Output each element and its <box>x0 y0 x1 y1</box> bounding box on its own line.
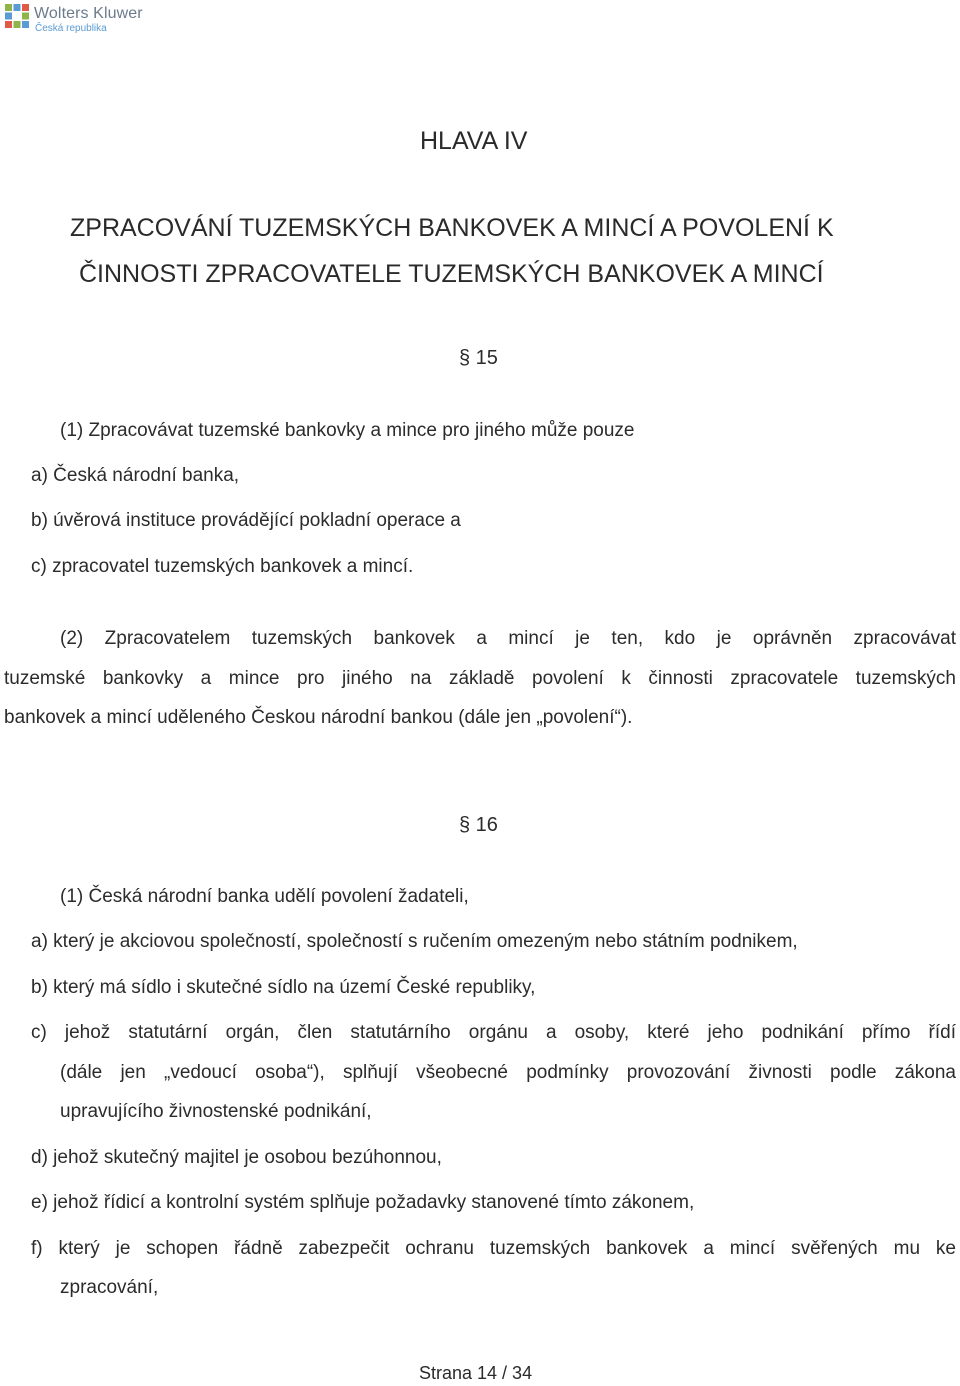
s16-item-f-line-2: zpracování, <box>60 1277 159 1298</box>
s16-paragraph-1-intro: (1) Česká národní banka udělí povolení žadateli, <box>60 886 469 907</box>
s16-item-e: e) jehož řídicí a kontrolní systém splňuje požadavky stanovené tímto zákonem, <box>31 1192 695 1213</box>
s16-item-c-line-2: (dále jen „vedoucí osoba“), splňují všeobecné podmínky provozování živnosti podle zákona <box>60 1062 956 1083</box>
s16-item-f-line-1: f) který je schopen řádně zabezpečit ochranu tuzemských bankovek a mincí svěřených mu ke <box>31 1238 956 1259</box>
logo-subtitle: Česká republika <box>35 23 107 34</box>
s15-paragraph-1-intro: (1) Zpracovávat tuzemské bankovky a mince pro jiného může pouze <box>60 420 635 441</box>
logo-name: Wolters Kluwer <box>34 5 143 22</box>
chapter-label: HLAVA IV <box>420 127 528 155</box>
wolters-kluwer-logo-icon <box>4 3 30 29</box>
s15-paragraph-2-line-3: bankovek a mincí uděleného Českou národní bankou (dále jen „povolení“). <box>4 707 633 728</box>
s15-item-b: b) úvěrová instituce provádějící pokladní operace a <box>31 510 461 531</box>
s15-paragraph-2-line-2: tuzemské bankovky a mince pro jiného na základě povolení k činnosti zpracovatele tuzemských <box>4 668 956 689</box>
s15-paragraph-2-line-1: (2) Zpracovatelem tuzemských bankovek a mincí je ten, kdo je oprávněn zpracovávat <box>60 628 956 649</box>
s15-item-a: a) Česká národní banka, <box>31 465 240 486</box>
s16-item-b: b) který má sídlo i skutečné sídlo na území České republiky, <box>31 977 536 998</box>
s16-item-a: a) který je akciovou společností, společností s ručením omezeným nebo státním podnikem, <box>31 931 798 952</box>
s16-item-d: d) jehož skutečný majitel je osobou bezúhonnou, <box>31 1147 442 1168</box>
chapter-title-line-1: ZPRACOVÁNÍ TUZEMSKÝCH BANKOVEK A MINCÍ A POVOLENÍ K <box>70 214 834 242</box>
s16-item-c-line-3: upravujícího živnostenské podnikání, <box>60 1101 372 1122</box>
s16-item-c-line-1: c) jehož statutární orgán, člen statutárního orgánu a osoby, které jeho podnikání přímo řídí <box>31 1022 956 1043</box>
page-number: Strana 14 / 34 <box>419 1363 533 1383</box>
wolters-kluwer-logo <box>4 3 144 37</box>
s15-item-c: c) zpracovatel tuzemských bankovek a mincí. <box>31 556 414 577</box>
chapter-title-line-2: ČINNOSTI ZPRACOVATELE TUZEMSKÝCH BANKOVEK A MINCÍ <box>79 260 824 288</box>
section-15-heading: § 15 <box>459 347 498 369</box>
section-16-heading: § 16 <box>459 814 498 836</box>
